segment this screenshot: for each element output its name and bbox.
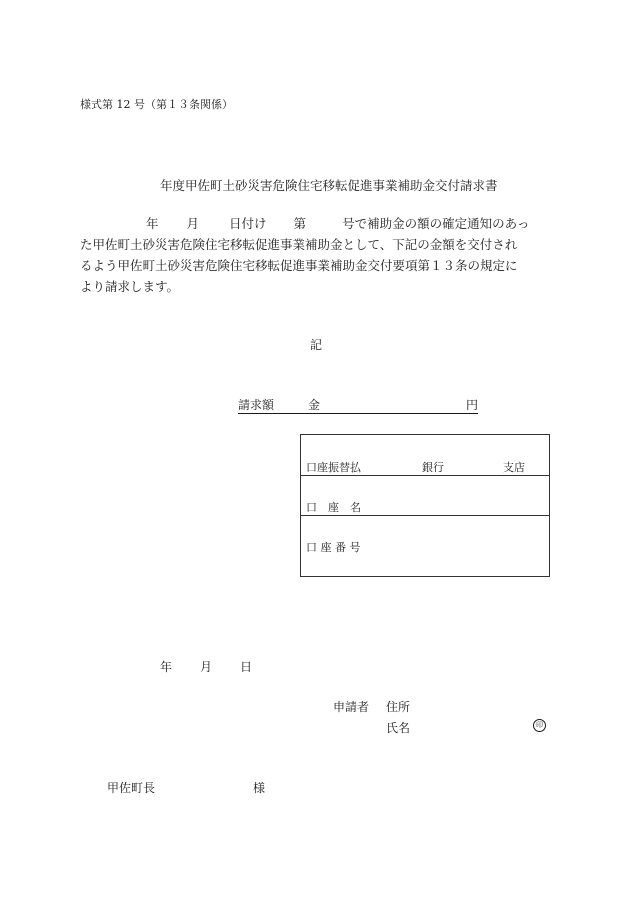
request-amount-label: 請求額 [238,398,275,412]
seal-mark: 印 [533,719,546,732]
request-amount-line [238,396,478,414]
account-divider [301,515,549,516]
account-number-label: 口 座 番 号 [306,541,361,554]
body-no-prefix: 第 [293,216,307,231]
request-yen: 円 [466,398,479,412]
branch-label: 支店 [503,461,525,474]
applicant-address-label: 住所 [386,700,411,714]
body-date-suffix: 日付け [229,216,267,231]
paragraph-line-3: るよう甲佐町土砂災害危険住宅移転促進事業補助金交付要項第１３条の規定に [80,258,518,273]
date-day: 日 [240,660,253,674]
form-number: 様式第 12 号（第１３条関係） [80,98,233,111]
account-name-label: 口 座 名 [306,501,361,514]
bank-label: 銀行 [422,461,444,474]
account-divider [301,475,549,476]
date-month: 月 [200,660,213,674]
date-year: 年 [160,660,173,674]
addressee-honorific: 様 [253,781,266,795]
body-line1-rest: 号で補助金の額の確定通知のあっ [342,216,530,231]
applicant-name-label: 氏名 [386,721,411,735]
body-year: 年 [146,216,159,231]
document-title: 年度甲佐町土砂災害危険住宅移転促進事業補助金交付請求書 [160,178,498,193]
request-kin: 金 [308,398,321,412]
paragraph-line-2: た甲佐町土砂災害危険住宅移転促進事業補助金として、下記の金額を交付され [80,237,518,252]
mayor-addressee: 甲佐町長 [107,781,156,795]
transfer-label: 口座振替払 [306,461,361,474]
paragraph-line-1 [80,213,560,234]
body-month: 月 [186,216,200,231]
request-paragraph [80,213,560,297]
bank-account-box [300,434,550,577]
paragraph-line-4: より請求します。 [80,279,180,294]
ki-heading: 記 [310,338,323,352]
applicant-label: 申請者 [333,700,370,714]
